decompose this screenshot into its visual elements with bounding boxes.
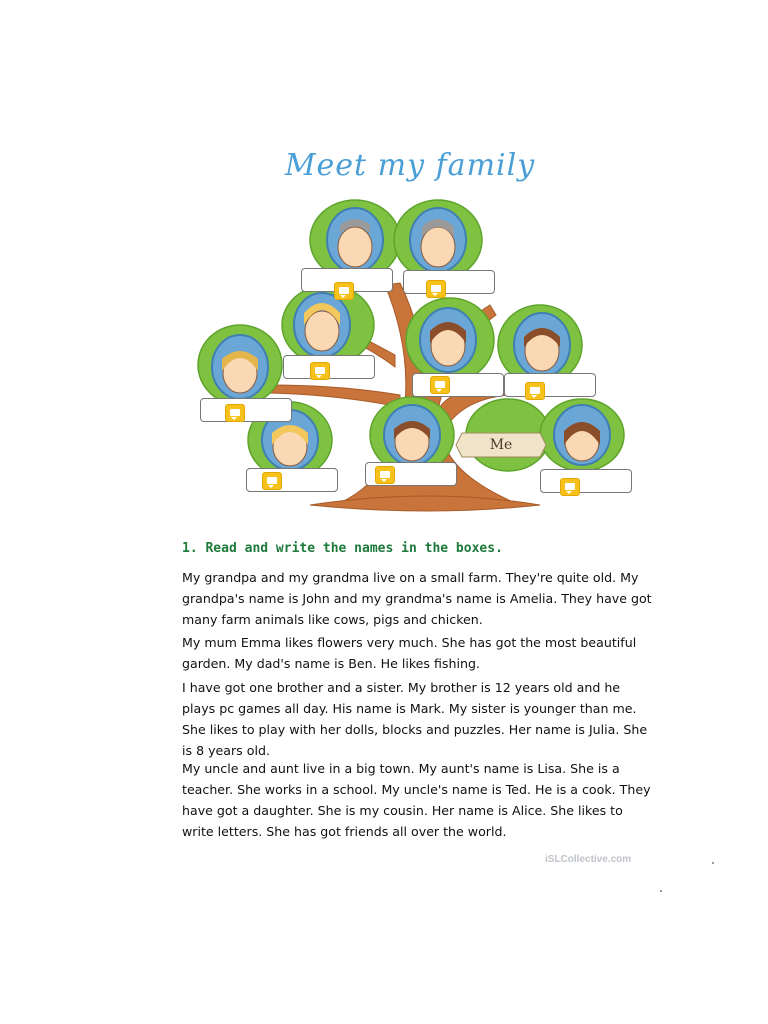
comment-icon[interactable]	[560, 478, 580, 496]
paragraph-parents: My mum Emma likes flowers very much. She has got the most beautiful garden. My dad's name is Ben. He likes fishing.	[182, 635, 637, 671]
paragraph-siblings: I have got one brother and a sister. My brother is 12 years old and he plays pc games all day. His name is Mark. My sister is younger than me. She likes to play with her dolls, blocks and puzzles. Her name is Julia. She is 8 years old.	[182, 680, 648, 758]
dad-name-box[interactable]	[412, 373, 504, 397]
comment-icon[interactable]	[262, 472, 282, 490]
me-label: Me	[489, 437, 513, 453]
comment-icon[interactable]	[426, 280, 446, 298]
page-title: Meet my family	[284, 148, 536, 183]
watermark: iSLCollective.com	[545, 854, 632, 865]
sister-name-box[interactable]	[540, 469, 632, 493]
exercise-heading: 1. Read and write the names in the boxes.	[182, 541, 503, 556]
comment-icon[interactable]	[430, 376, 450, 394]
comment-icon[interactable]	[375, 466, 395, 484]
comment-icon[interactable]	[225, 404, 245, 422]
grandma-name-box[interactable]	[403, 270, 495, 294]
comment-icon[interactable]	[525, 382, 545, 400]
dot-mark	[712, 862, 714, 864]
paragraph-grandparents: My grandpa and my grandma live on a small farm. They're quite old. My grandpa's name is John and my grandma's name is Amelia. They have got many farm animals like cows, pigs and chicken.	[182, 570, 652, 627]
dot-mark	[660, 890, 662, 892]
paragraph-uncle-aunt: My uncle and aunt live in a big town. My aunt's name is Lisa. She is a teacher. She works in a school. My uncle's name is Ted. He is a cook. They have got a daughter. She is my cousin. Her name is Alice. She likes to write letters. She has got friends all over the world.	[182, 761, 651, 839]
comment-icon[interactable]	[310, 362, 330, 380]
aunt-name-box[interactable]	[200, 398, 292, 422]
cousin-name-box[interactable]	[246, 468, 338, 492]
uncle-name-box[interactable]	[504, 373, 596, 397]
comment-icon[interactable]	[334, 282, 354, 300]
